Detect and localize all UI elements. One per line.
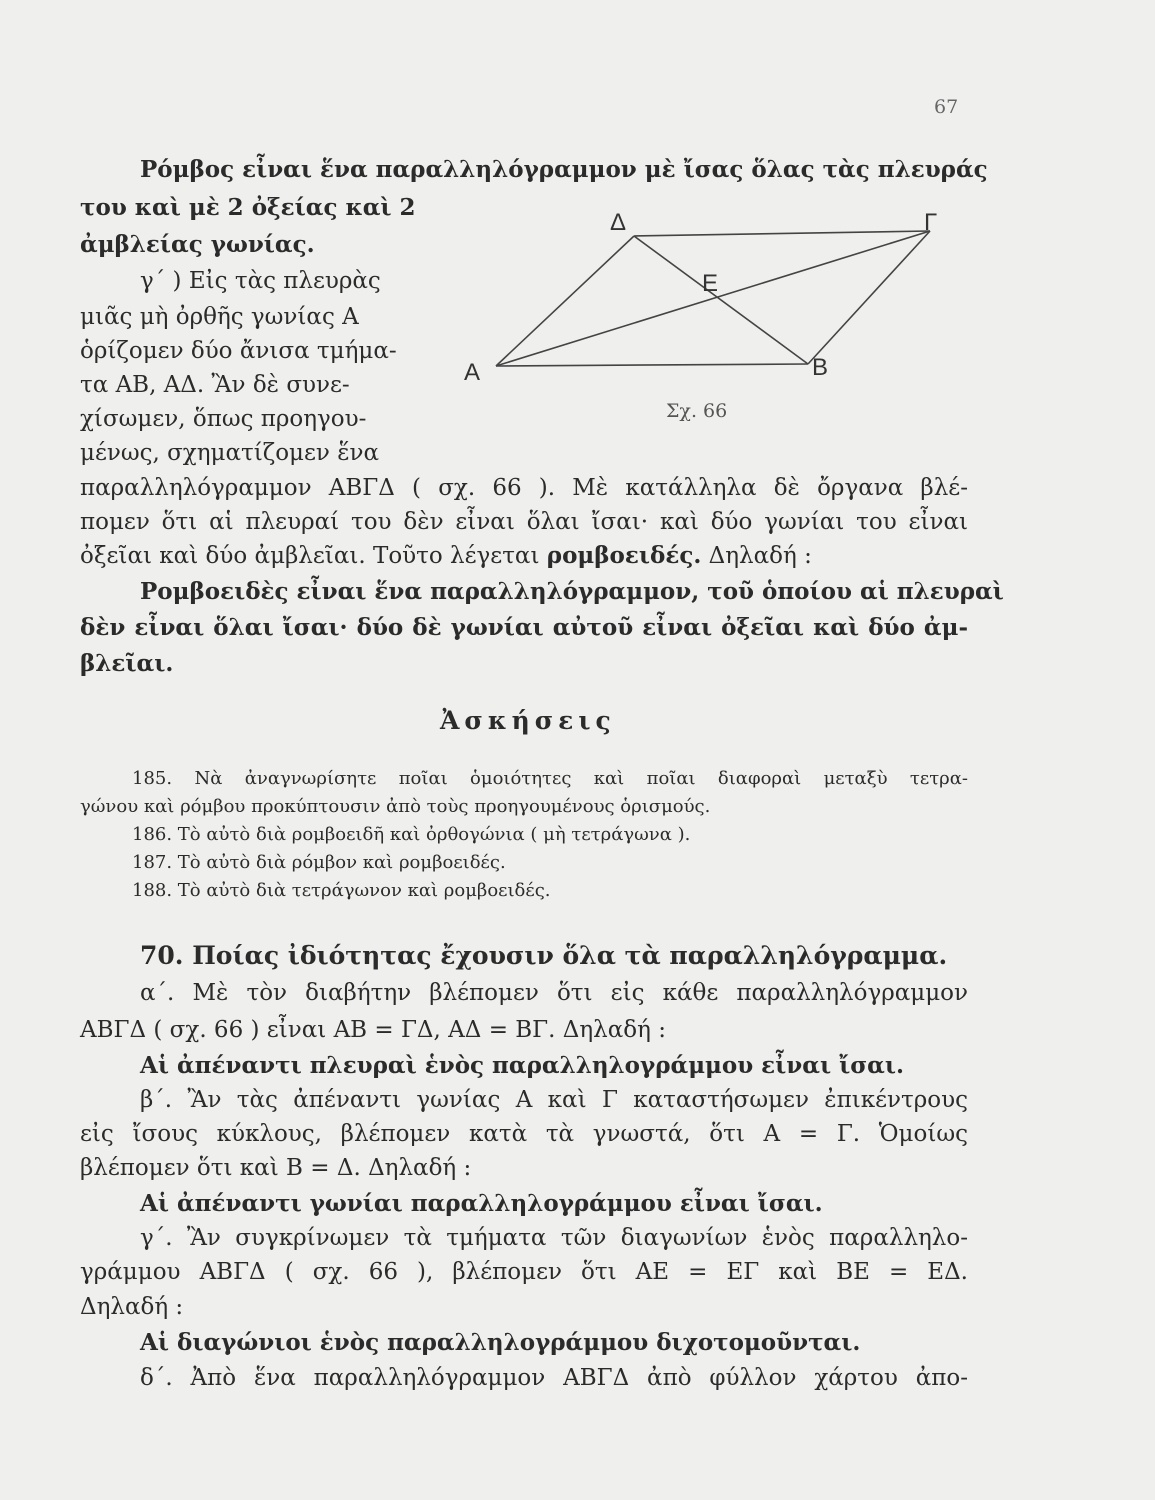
side-DA (496, 236, 634, 366)
section-70-heading: 70. Ποίας ἰδιότητας ἔχουσιν ὅλα τὰ παραλληλόγραμμα. (140, 941, 948, 970)
gamma-line-5: χίσωμεν, ὅπως προηγου- (80, 406, 367, 432)
label-A: Α (464, 359, 481, 386)
gamma-line-7: παραλληλόγραμμον ΑΒΓΔ ( σχ. 66 ). Μὲ κατάλληλα δὲ ὄργανα βλέ- (80, 475, 968, 501)
term-rhomboid: ρομβοειδές. (546, 542, 702, 569)
exercise-185-line-2: γώνου καὶ ρόμβου προκύπτουσιν ἀπὸ τοὺς προηγουμένους ὁρισμούς. (80, 796, 711, 817)
rhomboid-def-line-2: δὲν εἶναι ὅλαι ἴσαι· δύο δὲ γωνίαι αὐτοῦ εἶναι ὀξεῖαι καὶ δύο ἀμ- (80, 614, 968, 641)
exercises-title: Ἀσκήσεις (440, 706, 616, 735)
rhombus-def-line-2: του καὶ μὲ 2 ὀξείας καὶ 2 (80, 194, 416, 221)
gamma-line-9-text: ὀξεῖαι καὶ δύο ἀμβλεῖαι. Τοῦτο λέγεται (80, 543, 547, 569)
section-70-a-line-2: ΑΒΓΔ ( σχ. 66 ) εἶναι ΑΒ = ΓΔ, ΑΔ = ΒΓ. Δηλαδή : (80, 1017, 666, 1043)
section-70-c-line-1: γ΄. Ἂν συγκρίνωμεν τὰ τμήματα τῶν διαγωνίων ἑνὸς παραλληλο- (140, 1225, 968, 1251)
gamma-line-1: γ΄ ) Εἰς τὰς πλευρὰς (140, 268, 381, 294)
gamma-line-2: μιᾶς μὴ ὀρθῆς γωνίας Α (80, 304, 359, 330)
section-70-d-line-1: δ΄. Ἀπὸ ἕνα παραλληλόγραμμον ΑΒΓΔ ἀπὸ φύλλον χάρτου ἀπο- (140, 1365, 968, 1391)
side-AB (496, 364, 808, 366)
page-number: 67 (934, 96, 959, 118)
section-70-b-line-1: β΄. Ἂν τὰς ἀπέναντι γωνίας Α καὶ Γ καταστήσωμεν ἐπικέντρους (140, 1087, 968, 1113)
label-D: Δ (610, 209, 627, 236)
diagonal-AG (496, 231, 930, 366)
rhomboid-def-line-3: βλεῖαι. (80, 650, 174, 677)
rhomboid-def-line-1: Ρομβοειδὲς εἶναι ἕνα παραλληλόγραμμον, τοῦ ὁποίου αἱ πλευραὶ (140, 578, 1004, 605)
property-diagonals-bisect: Αἱ διαγώνιοι ἑνὸς παραλληλογράμμου διχοτομοῦνται. (140, 1329, 861, 1356)
figure-66-parallelogram (458, 208, 958, 398)
exercise-187: 187. Τὸ αὐτὸ διὰ ρόμβον καὶ ρομβοειδές. (132, 852, 506, 873)
gamma-line-9 (80, 542, 812, 570)
diagonal-BD (634, 236, 808, 364)
section-70-c-line-3: Δηλαδή : (80, 1294, 184, 1320)
property-opposite-angles: Αἱ ἀπέναντι γωνίαι παραλληλογράμμου εἶναι ἴσαι. (140, 1190, 823, 1217)
section-70-c-line-2: γράμμου ΑΒΓΔ ( σχ. 66 ), βλέπομεν ὅτι ΑΕ = ΕΓ καὶ ΒΕ = ΕΔ. (80, 1259, 968, 1285)
gamma-line-4: τα ΑΒ, ΑΔ. Ἂν δὲ συνε- (80, 372, 350, 398)
gamma-line-3: ὁρίζομεν δύο ἄνισα τμήμα- (80, 338, 397, 364)
side-GD (634, 231, 930, 236)
rhombus-def-line-1: Ρόμβος εἶναι ἕνα παραλληλόγραμμον μὲ ἴσας ὅλας τὰς πλευράς (140, 156, 988, 183)
gamma-line-8: πομεν ὅτι αἱ πλευραί του δὲν εἶναι ὅλαι ἴσαι· καὶ δύο γωνίαι του εἶναι (80, 509, 968, 535)
exercise-186: 186. Τὸ αὐτὸ διὰ ρομβοειδῆ καὶ ὀρθογώνια ( μὴ τετράγωνα ). (132, 824, 691, 845)
exercise-185-line-1: 185. Νὰ ἀναγνωρίσητε ποῖαι ὁμοιότητες καὶ ποῖαι διαφοραὶ μεταξὺ τετρα- (132, 768, 968, 789)
rhombus-def-line-3: ἀμβλείας γωνίας. (80, 231, 315, 258)
gamma-line-6: μένως, σχηματίζομεν ἕνα (80, 440, 380, 466)
section-70-b-line-2: εἰς ἴσους κύκλους, βλέπομεν κατὰ τὰ γνωστά, ὅτι Α = Γ. Ὁμοίως (80, 1121, 968, 1147)
label-B: Β (812, 354, 829, 381)
gamma-line-9-end: Δηλαδή : (701, 543, 812, 569)
side-BG (808, 231, 930, 364)
label-E: Ε (702, 270, 719, 297)
figure-caption: Σχ. 66 (666, 400, 728, 422)
section-70-b-line-3: βλέπομεν ὅτι καὶ Β = Δ. Δηλαδή : (80, 1155, 472, 1181)
section-70-a-line-1: α΄. Μὲ τὸν διαβήτην βλέπομεν ὅτι εἰς κάθε παραλληλόγραμμον (140, 980, 968, 1006)
label-G: Γ (924, 209, 938, 236)
property-opposite-sides: Αἱ ἀπέναντι πλευραὶ ἑνὸς παραλληλογράμμου εἶναι ἴσαι. (140, 1052, 905, 1079)
exercise-188: 188. Τὸ αὐτὸ διὰ τετράγωνον καὶ ρομβοειδές. (132, 880, 551, 901)
